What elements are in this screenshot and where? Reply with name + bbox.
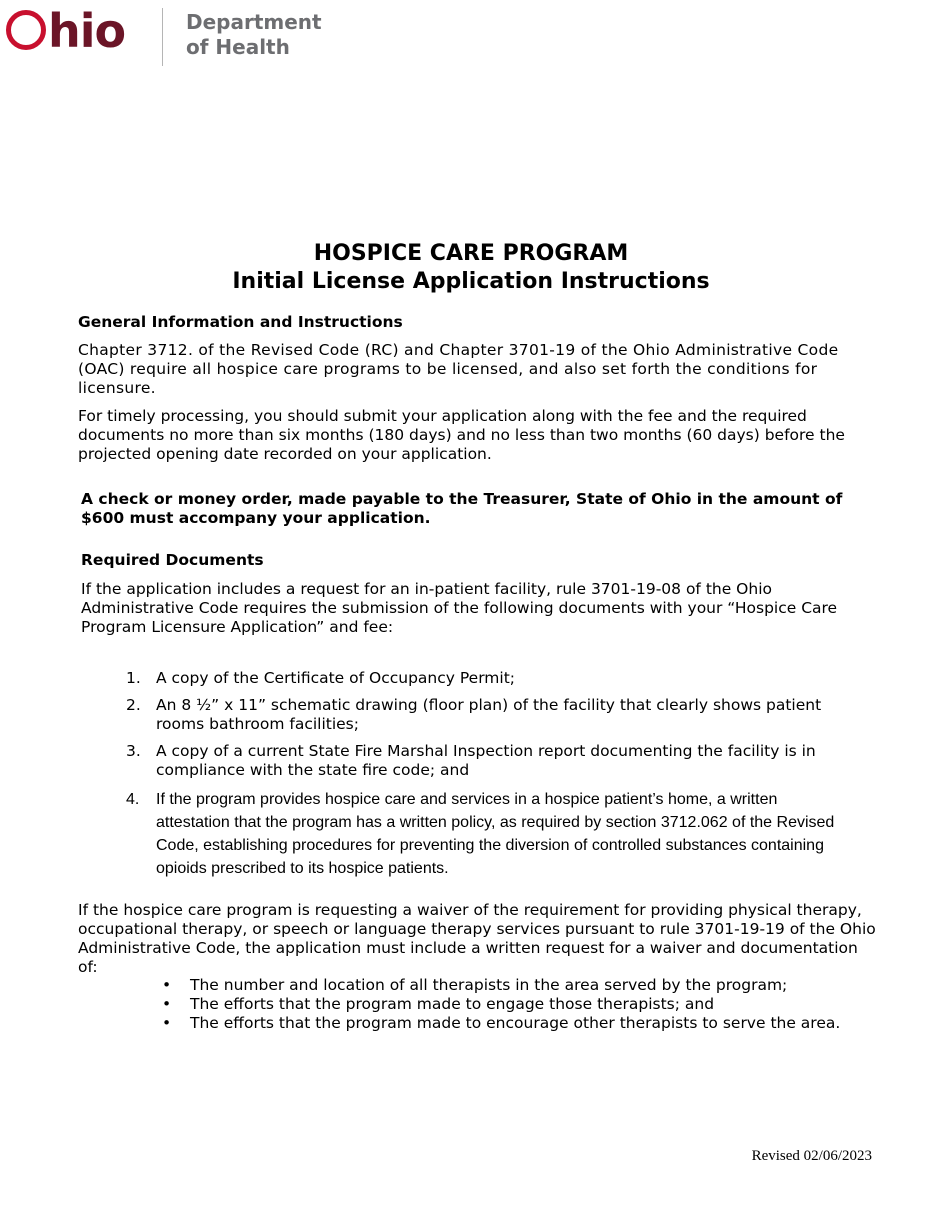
department-name: [186, 10, 322, 60]
list-item: [126, 788, 846, 880]
department-line-1: Department: [186, 10, 322, 34]
bullet-icon: •: [162, 976, 172, 994]
required-documents-list: [126, 669, 846, 888]
title-line-2: Initial License Application Instructions: [232, 269, 710, 294]
list-item-number: 3.: [126, 742, 141, 760]
revision-date: Revised 02/06/2023: [751, 1148, 872, 1164]
logo-divider: [162, 8, 163, 66]
list-item: [160, 995, 880, 1014]
list-item-text: A copy of a current State Fire Marshal Inspection report documenting the facility is in compliance with the state fire code; and: [156, 742, 816, 779]
list-item: [160, 1014, 880, 1033]
list-item: [126, 696, 846, 734]
title-line-1: HOSPICE CARE PROGRAM: [313, 241, 629, 266]
waiver-documentation-list: [160, 976, 880, 1033]
ohio-wordmark-text: hio: [48, 4, 126, 58]
list-item-number: 1.: [126, 669, 141, 687]
list-item-number: 4.: [126, 791, 140, 808]
bullet-icon: •: [162, 1014, 172, 1032]
list-item-text: An 8 ½” x 11” schematic drawing (floor plan) of the facility that clearly shows patient rooms bathroom facilities;: [156, 696, 822, 733]
ohio-o-circle-icon: [6, 10, 46, 50]
list-item-text: The number and location of all therapists in the area served by the program;: [190, 976, 788, 994]
list-item-text: A copy of the Certificate of Occupancy Permit;: [156, 669, 515, 687]
general-info-heading: General Information and Instructions: [78, 313, 403, 331]
department-line-2: of Health: [186, 35, 290, 59]
ohio-wordmark: [6, 6, 125, 56]
list-item-text: If the program provides hospice care and services in a hospice patient’s home, a written attestation that the program has a written policy, as required by section 3712.062 of the Revised Code, establishing procedures for preventing the diversion of controlled substances containing opioids prescribed to its hospice patients.: [156, 791, 835, 877]
required-documents-heading: Required Documents: [81, 551, 264, 569]
list-item-text: The efforts that the program made to encourage other therapists to serve the area.: [190, 1014, 841, 1032]
list-item-number: 2.: [126, 696, 141, 714]
fee-notice: A check or money order, made payable to the Treasurer, State of Ohio in the amount of $600 must accompany your application.: [81, 490, 843, 527]
bullet-icon: •: [162, 995, 172, 1013]
general-info-paragraph-1: Chapter 3712. of the Revised Code (RC) and Chapter 3701-19 of the Ohio Administrative Code (OAC) require all hospice care programs to be licensed, and also set forth the conditions for licensure.: [78, 341, 839, 397]
list-item: [160, 976, 880, 995]
list-item: [126, 669, 846, 688]
general-info-paragraph-2: For timely processing, you should submit your application along with the fee and the required documents no more than six months (180 days) and no less than two months (60 days) before the projected opening date recorded on your application.: [78, 407, 845, 463]
document-title: [0, 240, 942, 296]
list-item-text: The efforts that the program made to engage those therapists; and: [190, 995, 715, 1013]
list-item: [126, 742, 846, 780]
required-documents-intro: If the application includes a request for an in-patient facility, rule 3701-19-08 of the Ohio Administrative Code requires the submission of the following documents with your “Hospice Care Program Licensure Application” and fee:: [81, 580, 838, 636]
waiver-intro: If the hospice care program is requesting a waiver of the requirement for providing physical therapy, occupational therapy, or speech or language therapy services pursuant to rule 3701-19-19 of the Ohio Administrative Code, the application must include a written request for a waiver and documentation of:: [78, 901, 876, 976]
